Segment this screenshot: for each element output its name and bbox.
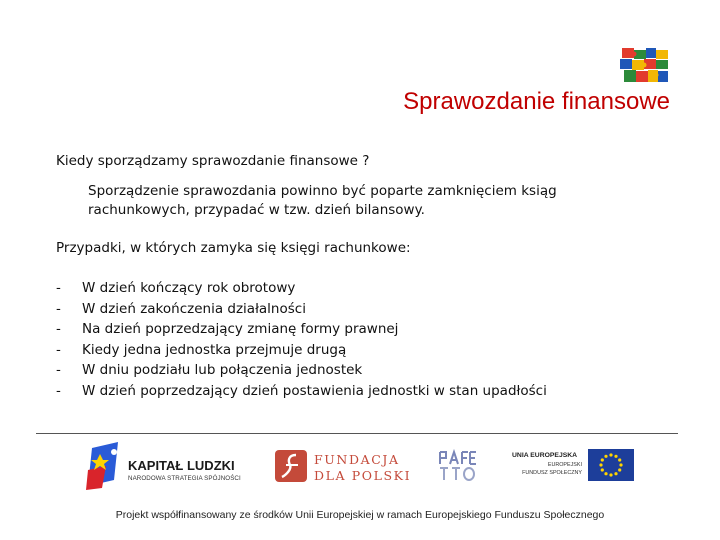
list-item: - W dniu podziału lub połączenia jednostek (56, 360, 547, 381)
question-cases: Przypadki, w których zamyka się księgi rachunkowe: (56, 240, 411, 256)
fundacja-name-line1: FUNDACJA (314, 452, 400, 467)
fundacja-emblem-icon (274, 449, 308, 483)
list-item: - W dzień kończący rok obrotowy (56, 278, 547, 299)
kapital-ludzki-logo (84, 440, 254, 492)
list-item: - Na dzień poprzedzający zmianę formy prawnej (56, 319, 547, 340)
ue-name: UNIA EUROPEJSKA (512, 452, 578, 459)
bullet-dash: - (56, 280, 61, 296)
bullet-dash: - (56, 382, 61, 399)
ue-fund-line1: EUROPEJSKI (547, 462, 582, 468)
list-item: - Kiedy jedna jednostka przejmuje drugą (56, 340, 547, 361)
bullet-dash: - (56, 321, 61, 337)
kapital-ludzki-emblem-icon (84, 440, 126, 492)
pafe-logo-icon (436, 448, 478, 484)
bullet-dash: - (56, 341, 61, 358)
slide-title: Sprawozdanie finansowe (403, 88, 670, 115)
unia-europejska-logo (508, 448, 638, 484)
puzzle-pieces-icon (620, 48, 668, 84)
list-item: - W dzień zakończenia działalności (56, 299, 547, 320)
ue-fund-line2: FUNDUSZ SPOŁECZNY (522, 470, 582, 476)
fundacja-dla-polski-logo (274, 448, 414, 484)
bullet-dash: - (56, 362, 61, 378)
fundacja-name-line2: DLA POLSKI (314, 468, 412, 483)
footer-cofinancing-note: Projekt współfinansowany ze środków Unii Europejskiej w ramach Europejskiego Funduszu Społecznego (115, 509, 605, 521)
question-when: Kiedy sporządzamy sprawozdanie finansowe ? (56, 153, 370, 169)
cases-list (56, 278, 547, 401)
kapital-ludzki-title: KAPITAŁ LUDZKI (128, 458, 235, 473)
kapital-ludzki-subtitle: NARODOWA STRATEGIA SPÓJNOŚCI (128, 475, 241, 482)
list-item: - W dzień poprzedzający dzień postawienia jednostki w stan upadłości (56, 381, 547, 402)
answer-text: Sporządzenie sprawozdania powinno być poparte zamknięciem ksiąg rachunkowych, przypadać w tzw. dzień bilansowy. (88, 183, 557, 218)
bullet-dash: - (56, 300, 61, 317)
divider (36, 433, 678, 434)
eu-flag-icon (588, 449, 634, 481)
